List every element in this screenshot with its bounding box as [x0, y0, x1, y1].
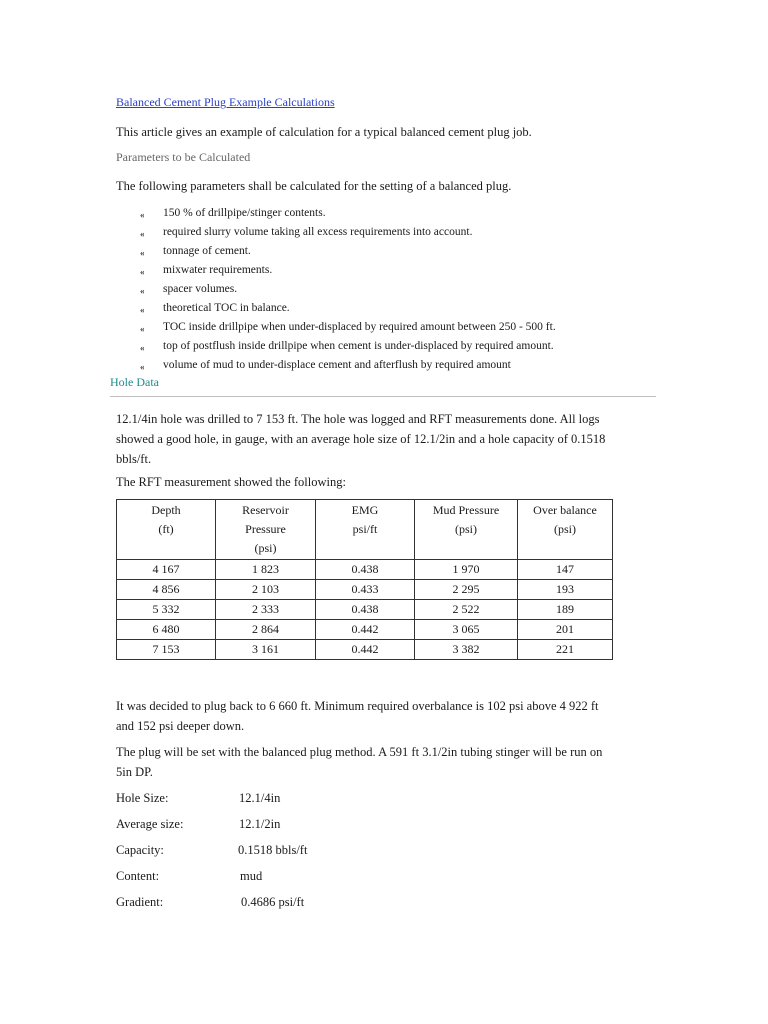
params-intro-paragraph: The following parameters shall be calculated for the setting of a balanced plug.	[116, 179, 512, 193]
spec-value: 12.1/2in	[239, 817, 281, 831]
spec-content	[116, 869, 263, 884]
table-cell: 2 295	[415, 580, 518, 600]
section-divider	[110, 396, 656, 397]
bullet-icon: «	[140, 210, 144, 220]
table-cell: 4 167	[117, 560, 216, 580]
spec-label: Hole Size:	[116, 791, 169, 805]
parameter-list	[140, 205, 556, 376]
hole-paragraph: 12.1/4in hole was drilled to 7 153 ft. The hole was logged and RFT measurements done. All logs showed a good hole, in gauge, with an average hole size of 12.1/2in and a hole capacity of 0.1518 bbls/ft.	[116, 412, 606, 466]
spec-gradient	[116, 895, 305, 910]
bullet-icon: «	[140, 305, 144, 315]
table-cell: 6 480	[117, 620, 216, 640]
hole-data-heading: Hole Data	[110, 375, 159, 389]
table-cell: 0.438	[316, 600, 415, 620]
spec-value: 0.4686 psi/ft	[241, 895, 305, 909]
bullet-icon: «	[140, 248, 144, 258]
table-cell: 4 856	[117, 580, 216, 600]
header-mud-pressure: Mud Pressure (psi)	[415, 500, 518, 560]
spec-value: 0.1518 bbls/ft	[238, 843, 308, 857]
table-cell: 3 065	[415, 620, 518, 640]
table-cell: 0.433	[316, 580, 415, 600]
spec-label: Content:	[116, 869, 160, 883]
table-cell: 193	[518, 580, 613, 600]
bullet-icon: «	[140, 286, 144, 296]
intro-paragraph: This article gives an example of calculation for a typical balanced cement plug job.	[116, 125, 532, 139]
list-item: « mixwater requirements.	[140, 262, 556, 281]
bullet-icon: «	[140, 343, 144, 353]
header-reservoir-pressure: Reservoir Pressure (psi)	[216, 500, 316, 560]
list-item: « spacer volumes.	[140, 281, 556, 300]
bullet-icon: «	[140, 362, 144, 372]
bullet-icon: «	[140, 324, 144, 334]
spec-value: 12.1/4in	[239, 791, 281, 805]
params-heading: Parameters to be Calculated	[116, 150, 251, 164]
table-row	[117, 600, 613, 620]
table-cell: 3 382	[415, 640, 518, 660]
table-cell: 5 332	[117, 600, 216, 620]
spec-label: Gradient:	[116, 895, 164, 909]
table-cell: 201	[518, 620, 613, 640]
table-header-row	[117, 500, 613, 560]
rft-measurement-table	[116, 499, 613, 660]
table-cell: 221	[518, 640, 613, 660]
list-item: « tonnage of cement.	[140, 243, 556, 262]
spec-label: Average size:	[116, 817, 184, 831]
list-item: « theoretical TOC in balance.	[140, 300, 556, 319]
bullet-icon: «	[140, 229, 144, 239]
table-cell: 0.438	[316, 560, 415, 580]
table-cell: 7 153	[117, 640, 216, 660]
table-cell: 3 161	[216, 640, 316, 660]
spec-average-size	[116, 817, 281, 832]
table-cell: 2 864	[216, 620, 316, 640]
spec-value: mud	[240, 869, 263, 883]
plug-paragraph: It was decided to plug back to 6 660 ft. Minimum required overbalance is 102 psi above 4 922 ft and 152 psi deeper down.	[116, 699, 599, 733]
header-emg: EMG psi/ft	[316, 500, 415, 560]
header-over-balance: Over balance (psi)	[518, 500, 613, 560]
spec-label: Capacity:	[116, 843, 164, 857]
list-item: « TOC inside drillpipe when under-displaced by required amount between 250 - 500 ft.	[140, 319, 556, 338]
table-cell: 1 823	[216, 560, 316, 580]
list-item: « 150 % of drillpipe/stinger contents.	[140, 205, 556, 224]
list-item: « volume of mud to under-displace cement and afterflush by required amount	[140, 357, 556, 376]
table-row	[117, 580, 613, 600]
table-cell: 147	[518, 560, 613, 580]
table-cell: 2 103	[216, 580, 316, 600]
method-paragraph: The plug will be set with the balanced plug method. A 591 ft 3.1/2in tubing stinger will be run on 5in DP.	[116, 745, 603, 779]
table-cell: 1 970	[415, 560, 518, 580]
table-cell: 0.442	[316, 640, 415, 660]
bullet-icon: «	[140, 267, 144, 277]
list-item: « top of postflush inside drillpipe when cement is under-displaced by required amount.	[140, 338, 556, 357]
header-depth: Depth (ft)	[117, 500, 216, 560]
rft-intro-paragraph: The RFT measurement showed the following:	[116, 475, 346, 489]
article-title-link[interactable]: Balanced Cement Plug Example Calculations	[116, 95, 335, 109]
table-cell: 2 522	[415, 600, 518, 620]
table-cell: 2 333	[216, 600, 316, 620]
table-row	[117, 620, 613, 640]
spec-hole-size	[116, 791, 281, 806]
list-item: « required slurry volume taking all excess requirements into account.	[140, 224, 556, 243]
table-row	[117, 560, 613, 580]
table-cell: 0.442	[316, 620, 415, 640]
table-row	[117, 640, 613, 660]
spec-capacity	[116, 843, 308, 858]
table-cell: 189	[518, 600, 613, 620]
